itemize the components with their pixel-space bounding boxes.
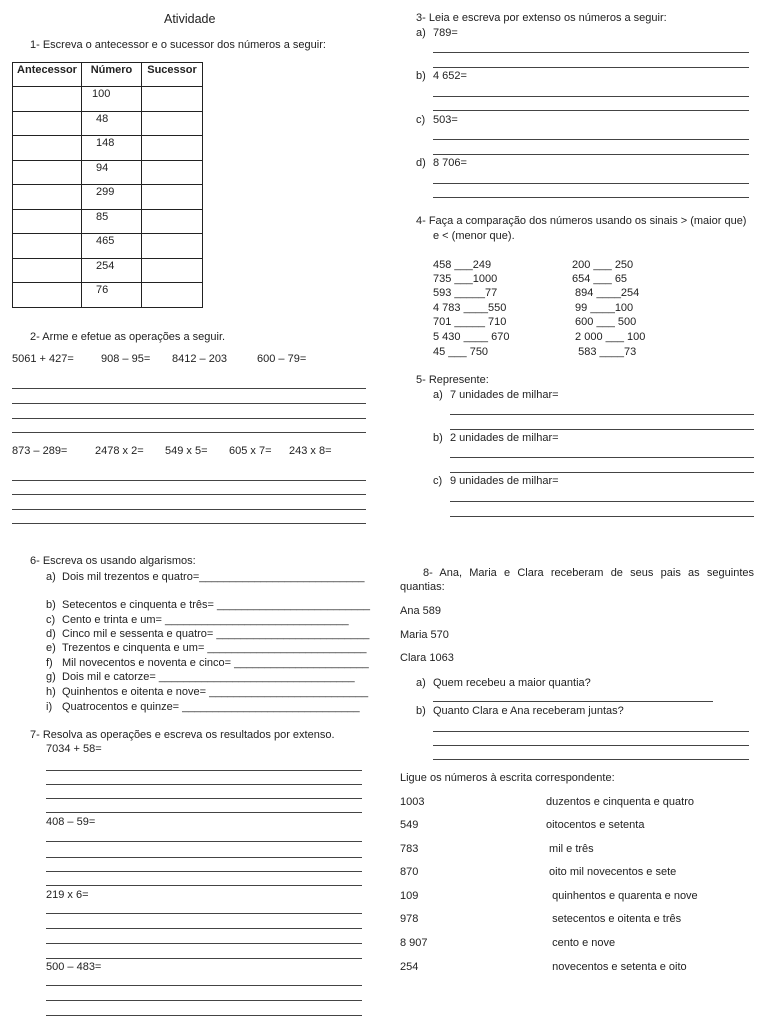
answer-line[interactable] [450, 457, 754, 458]
q6-item: Dois mil e catorze= ________________________________ [62, 671, 355, 683]
answer-line[interactable] [46, 943, 362, 944]
q7-instruction: 7- Resolva as operações e escreva os resultados por extenso. [30, 729, 335, 741]
answer-line[interactable] [433, 110, 749, 111]
comparison: 4 783 ____550 [433, 302, 507, 314]
answer-line[interactable] [12, 480, 366, 481]
operation: 2478 x 2= [95, 445, 144, 457]
match-number: 783 [400, 843, 419, 855]
antecessor-cell[interactable] [13, 234, 82, 259]
answer-line[interactable] [433, 197, 749, 198]
match-number: 109 [400, 890, 419, 902]
answer-line[interactable] [46, 857, 362, 858]
numero-cell: 254 [82, 258, 142, 283]
header-sucessor: Sucessor [142, 63, 203, 87]
comparison: 45 ___ 750 [433, 346, 489, 358]
q1-instruction: 1- Escreva o antecessor e o sucessor dos números a seguir: [30, 39, 326, 51]
match-word: novecentos e setenta e oito [546, 961, 687, 973]
numero-cell: 76 [82, 283, 142, 308]
operation: 243 x 8= [289, 445, 332, 457]
answer-line[interactable] [46, 770, 362, 771]
sucessor-cell[interactable] [142, 160, 203, 185]
item-label: a) [416, 677, 426, 689]
match-number: 8 907 [400, 937, 428, 949]
answer-line[interactable] [46, 985, 362, 986]
numero-cell: 100 [82, 87, 142, 112]
sucessor-cell[interactable] [142, 283, 203, 308]
table-row [13, 209, 203, 234]
item-label: a) [46, 571, 56, 583]
answer-line[interactable] [12, 494, 366, 495]
antecessor-cell[interactable] [13, 283, 82, 308]
table-row [13, 283, 203, 308]
numero-cell: 48 [82, 111, 142, 136]
numero-cell: 148 [82, 136, 142, 161]
match-number: 549 [400, 819, 419, 831]
sucessor-cell[interactable] [142, 111, 203, 136]
antecessor-cell[interactable] [13, 160, 82, 185]
answer-line[interactable] [46, 958, 362, 959]
q6-item: Mil novecentos e noventa e cinco= ______________________ [62, 657, 369, 669]
item-label: i) [46, 701, 53, 713]
header-numero: Número [82, 63, 142, 87]
numero-cell: 85 [82, 209, 142, 234]
operation: 8412 – 203 [172, 353, 228, 365]
match-number: 254 [400, 961, 419, 973]
answer-line[interactable] [12, 523, 366, 524]
comparison: 583 ____73 [572, 346, 637, 358]
answer-line[interactable] [12, 388, 366, 389]
match-word: mil e três [546, 843, 594, 855]
numero-cell: 299 [82, 185, 142, 210]
operation: 7034 + 58= [46, 743, 102, 755]
amount: Ana 589 [400, 605, 441, 617]
comparison: 735 ___1000 [433, 273, 498, 285]
q5-item: 2 unidades de milhar= [450, 432, 559, 444]
operation: 549 x 5= [165, 445, 208, 457]
q3-item: 503= [433, 114, 458, 126]
table-row [13, 87, 203, 112]
answer-line[interactable] [450, 516, 754, 517]
operation: 408 – 59= [46, 816, 96, 828]
q8-question-a: Quem recebeu a maior quantia? [433, 677, 591, 689]
page-title: Atividade [164, 12, 216, 26]
match-word: oito mil novecentos e sete [546, 866, 677, 878]
answer-line[interactable] [12, 432, 366, 433]
antecessor-cell[interactable] [13, 87, 82, 112]
amount: Maria 570 [400, 629, 449, 641]
sucessor-cell[interactable] [142, 136, 203, 161]
q5-item: 7 unidades de milhar= [450, 389, 559, 401]
item-label: h) [46, 686, 56, 698]
comparison: 593 _____77 [433, 287, 498, 299]
q8-question-b: Quanto Clara e Ana receberam juntas? [433, 705, 624, 717]
comparison: 701 _____ 710 [433, 316, 507, 328]
header-antecessor: Antecessor [13, 63, 82, 87]
table-row [13, 234, 203, 259]
answer-line[interactable] [450, 472, 754, 473]
item-label: d) [46, 628, 56, 640]
answer-line[interactable] [46, 928, 362, 929]
item-label: g) [46, 671, 56, 683]
comparison: 654 ___ 65 [572, 273, 628, 285]
comparison: 458 ___249 [433, 259, 492, 271]
operation: 219 x 6= [46, 889, 89, 901]
item-label: c) [416, 114, 426, 126]
answer-line[interactable] [46, 1015, 362, 1016]
match-number: 1003 [400, 796, 425, 808]
match-number: 978 [400, 913, 419, 925]
q3-instruction: 3- Leia e escreva por extenso os números a seguir: [416, 12, 667, 24]
answer-line[interactable] [433, 731, 749, 732]
q5-item: 9 unidades de milhar= [450, 475, 559, 487]
q6-item: Quatrocentos e quinze= _____________________________ [62, 701, 360, 713]
answer-line[interactable] [433, 154, 749, 155]
sucessor-cell[interactable] [142, 258, 203, 283]
item-label: e) [46, 642, 56, 654]
antecessor-cell[interactable] [13, 111, 82, 136]
answer-line[interactable] [450, 429, 754, 430]
numero-cell: 94 [82, 160, 142, 185]
antecessor-cell[interactable] [13, 209, 82, 234]
q4-instruction-cont: e < (menor que). [433, 230, 515, 242]
answer-line[interactable] [450, 414, 754, 415]
answer-line[interactable] [46, 1000, 362, 1001]
comparison: 600 ___ 500 [572, 316, 637, 328]
item-label: d) [416, 157, 426, 169]
item-label: b) [416, 70, 426, 82]
answer-line[interactable] [46, 913, 362, 914]
match-word: duzentos e cinquenta e quatro [546, 796, 695, 808]
sucessor-cell[interactable] [142, 87, 203, 112]
answer-line[interactable] [433, 52, 749, 53]
antecessor-cell[interactable] [13, 185, 82, 210]
operation: 873 – 289= [12, 445, 68, 457]
q6-instruction: 6- Escreva os usando algarismos: [30, 555, 196, 567]
q2-instruction: 2- Arme e efetue as operações a seguir. [30, 331, 226, 343]
operation: 5061 + 427= [12, 353, 74, 365]
answer-line[interactable] [433, 139, 749, 140]
table-row [13, 185, 203, 210]
table-row [13, 136, 203, 161]
answer-line[interactable] [46, 871, 362, 872]
comparison: 200 ___ 250 [572, 259, 634, 271]
q4-instruction: 4- Faça a comparação dos números usando os sinais > (maior que) [416, 215, 747, 227]
q6-item: Dois mil trezentos e quatro=___________________________ [62, 571, 365, 583]
answer-line[interactable] [433, 67, 749, 68]
q9-instruction: Ligue os números à escrita correspondente: [400, 772, 615, 784]
q6-item: Quinhentos e oitenta e nove= __________________________ [62, 686, 369, 698]
answer-line[interactable] [46, 812, 362, 813]
answer-line[interactable] [433, 183, 749, 184]
q1-table [12, 62, 203, 308]
item-label: a) [433, 389, 443, 401]
comparison: 5 430 ____ 670 [433, 331, 510, 343]
numero-cell: 465 [82, 234, 142, 259]
q3-item: 789= [433, 27, 458, 39]
match-number: 870 [400, 866, 419, 878]
answer-line[interactable] [433, 701, 713, 702]
answer-line[interactable] [433, 759, 749, 760]
answer-line[interactable] [12, 509, 366, 510]
q6-item: Cinco mil e sessenta e quatro= _________________________ [62, 628, 370, 640]
comparison: 2 000 ___ 100 [572, 331, 646, 343]
comparison: 99 ____100 [572, 302, 634, 314]
sucessor-cell[interactable] [142, 185, 203, 210]
operation: 908 – 95= [101, 353, 151, 365]
item-label: c) [433, 475, 443, 487]
match-word: quinhentos e quarenta e nove [546, 890, 698, 902]
item-label: c) [46, 614, 56, 626]
table-row [13, 111, 203, 136]
match-word: cento e nove [546, 937, 616, 949]
sucessor-cell[interactable] [142, 234, 203, 259]
answer-line[interactable] [433, 96, 749, 97]
antecessor-cell[interactable] [13, 258, 82, 283]
q5-instruction: 5- Represente: [416, 374, 489, 386]
operation: 600 – 79= [257, 353, 307, 365]
sucessor-cell[interactable] [142, 209, 203, 234]
q3-item: 8 706= [433, 157, 467, 169]
answer-line[interactable] [450, 501, 754, 502]
answer-line[interactable] [46, 841, 362, 842]
antecessor-cell[interactable] [13, 136, 82, 161]
q6-item: Cento e trinta e um= ______________________________ [62, 614, 349, 626]
q6-item: Trezentos e cinquenta e um= __________________________ [62, 642, 367, 654]
q3-item: 4 652= [433, 70, 467, 82]
answer-line[interactable] [46, 784, 362, 785]
item-label: a) [416, 27, 426, 39]
item-label: b) [416, 705, 426, 717]
table-row [13, 258, 203, 283]
match-word: oitocentos e setenta [546, 819, 645, 831]
answer-line[interactable] [12, 403, 366, 404]
match-word: setecentos e oitenta e três [546, 913, 682, 925]
amount: Clara 1063 [400, 652, 454, 664]
answer-line[interactable] [46, 885, 362, 886]
q8-instruction: 8- Ana, Maria e Clara receberam de seus pais as seguintes quantias: [400, 567, 754, 593]
operation: 605 x 7= [229, 445, 272, 457]
item-label: b) [433, 432, 443, 444]
comparison: 894 ____254 [572, 287, 640, 299]
item-label: f) [46, 657, 53, 669]
q6-item: Setecentos e cinquenta e três= _________________________ [62, 599, 370, 611]
answer-line[interactable] [46, 798, 362, 799]
item-label: b) [46, 599, 56, 611]
table-row [13, 160, 203, 185]
answer-line[interactable] [433, 745, 749, 746]
answer-line[interactable] [12, 418, 366, 419]
operation: 500 – 483= [46, 961, 102, 973]
